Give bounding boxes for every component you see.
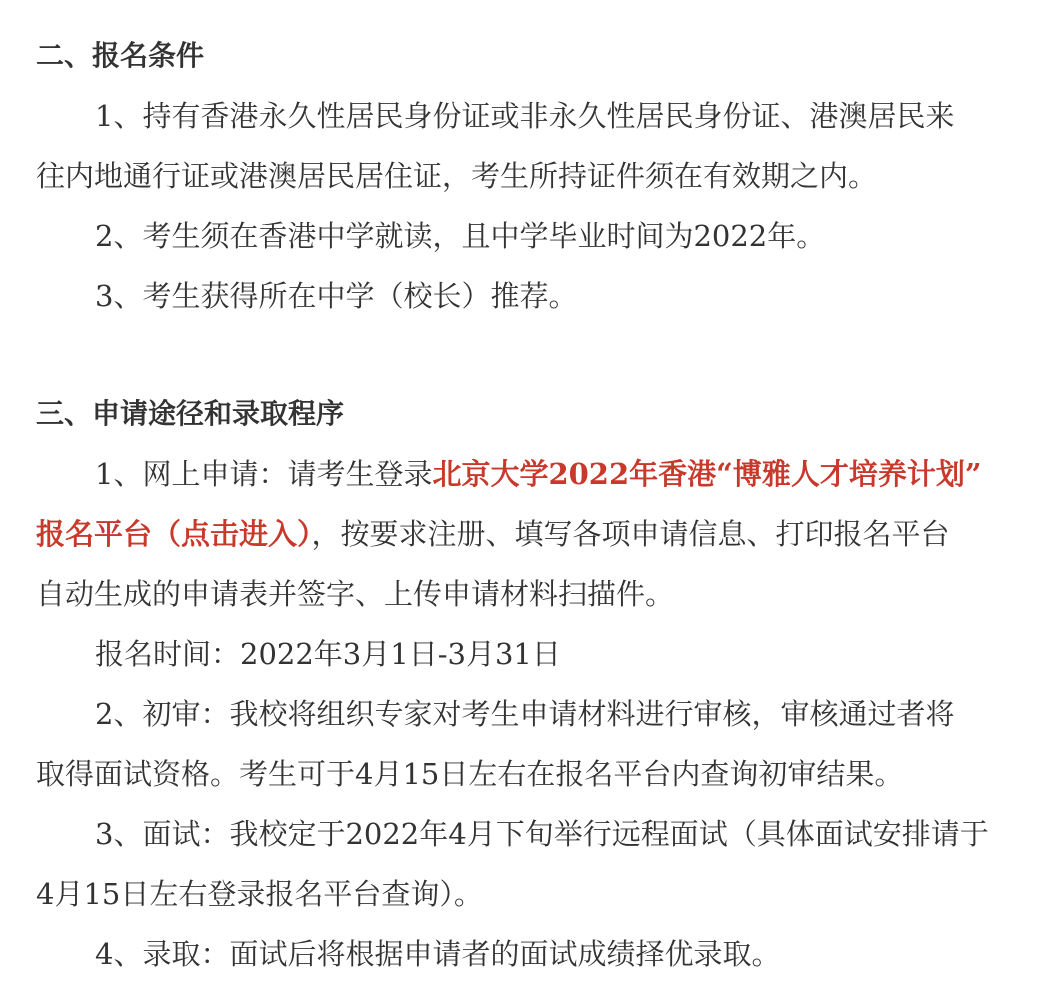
section-3-item-2-line-2: 取得面试资格。考生可于4月15日左右在报名平台内查询初审结果。 (36, 757, 904, 791)
section-3-item-1-line-2-rest: ，按要求注册、填写各项申请信息、打印报名平台 (311, 517, 950, 551)
section-3-item-1-line-1 (95, 454, 982, 494)
section-2-item-3: 3、考生获得所在中学（校长）推荐。 (95, 279, 578, 313)
section-3-item-1-line-3: 自动生成的申请表并签字、上传申请材料扫描件。 (36, 577, 675, 611)
section-2-item-1-line-1: 1、持有香港永久性居民身份证或非永久性居民身份证、港澳居民来 (95, 99, 955, 133)
section-3-item-4: 4、录取：面试后将根据申请者的面试成绩择优录取。 (95, 937, 781, 971)
section-2-heading: 二、报名条件 (36, 39, 205, 72)
section-3-heading: 三、申请途径和录取程序 (36, 397, 345, 430)
section-3-item-1-line-2 (36, 514, 950, 554)
section-3-item-3-line-2: 4月15日左右登录报名平台查询）。 (36, 877, 483, 911)
registration-platform-link-part-2[interactable]: 报名平台（点击进入） (36, 517, 312, 551)
section-3-item-3-line-1: 3、面试：我校定于2022年4月下旬举行远程面试（具体面试安排请于 (95, 817, 989, 851)
registration-platform-link-part-1[interactable]: 北京大学2022年香港“博雅人才培养计划” (432, 457, 982, 491)
section-2-item-2: 2、考生须在香港中学就读，且中学毕业时间为2022年。 (95, 219, 826, 253)
section-2-item-1-line-2: 往内地通行证或港澳居民居住证，考生所持证件须在有效期之内。 (36, 159, 878, 193)
section-3-item-1-prefix: 1、网上申请：请考生登录 (95, 457, 433, 491)
registration-time: 报名时间：2022年3月1日-3月31日 (95, 637, 561, 671)
section-3-item-2-line-1: 2、初审：我校将组织专家对考生申请材料进行审核，审核通过者将 (95, 697, 955, 731)
